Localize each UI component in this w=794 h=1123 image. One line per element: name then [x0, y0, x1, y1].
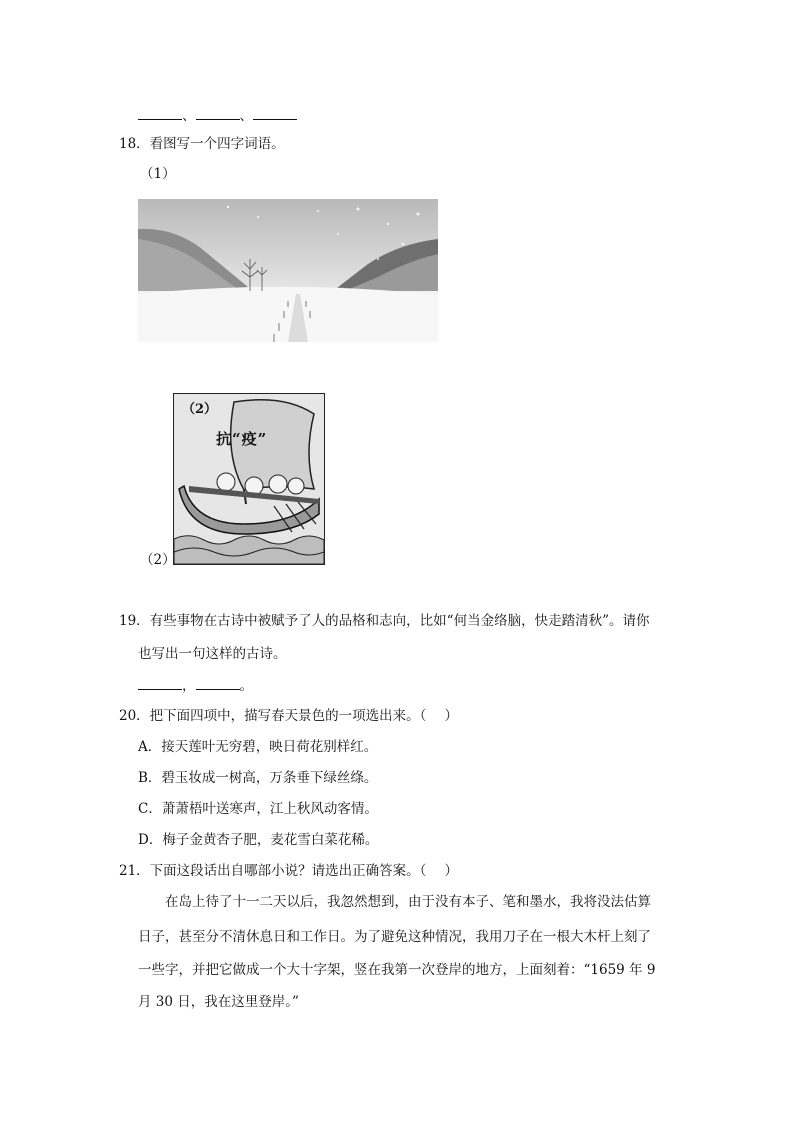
q19-stem-line2: 也写出一句这样的古诗。 [138, 646, 287, 662]
answer-blank[interactable] [196, 679, 240, 690]
q18-stem: 18．看图写一个四字词语。 [119, 136, 285, 152]
q20-option-b: B．碧玉妆成一树高，万条垂下绿丝绦。 [138, 770, 378, 786]
sail-text: 抗“疫” [216, 430, 268, 448]
q18-sub1-label: （1） [140, 166, 176, 182]
anti-epidemic-boat-cartoon [173, 393, 325, 565]
q21-passage-line3: 一些字，并把它做成一个大十字架，竖在我第一次登岸的地方，上面刻着：“1659 年 9 [138, 962, 656, 978]
q18-sub2-caption: （2） [140, 552, 176, 568]
q21-passage-line1: 在岛上待了十一二天以后，我忽然想到，由于没有本子、笔和墨水，我将没法估算 [165, 894, 651, 910]
q19-answer-blanks: ， 。 [138, 677, 253, 695]
q20-stem: 20．把下面四项中，描写春天景色的一项选出来。（ ） [119, 708, 458, 724]
snowy-landscape-image [138, 199, 438, 342]
q21-stem: 21．下面这段话出自哪部小说？请选出正确答案。（ ） [119, 863, 458, 879]
q20-option-c: C．萧萧梧叶送寒声，江上秋风动客情。 [138, 801, 378, 817]
image2-number-label: （2） [182, 402, 218, 417]
q20-option-d: D．梅子金黄杏子肥，麦花雪白菜花稀。 [138, 832, 379, 848]
q19-stem-line1: 19．有些事物在古诗中被赋予了人的品格和志向，比如“何当金络脑，快走踏清秋”。请你 [119, 613, 650, 629]
q21-passage-line2: 日子，甚至分不清休息日和工作日。为了避免这种情况，我用刀子在一根大木杆上刻了 [138, 929, 651, 945]
answer-blank[interactable] [138, 109, 182, 120]
answer-blank[interactable] [138, 679, 182, 690]
q21-passage-line4: 月 30 日，我在这里登岸。” [138, 994, 299, 1010]
q17-answer-blanks: 、 、 [138, 107, 297, 125]
q20-option-a: A．接天莲叶无穷碧，映日荷花别样红。 [138, 739, 378, 755]
answer-blank[interactable] [253, 109, 297, 120]
answer-blank[interactable] [196, 109, 240, 120]
